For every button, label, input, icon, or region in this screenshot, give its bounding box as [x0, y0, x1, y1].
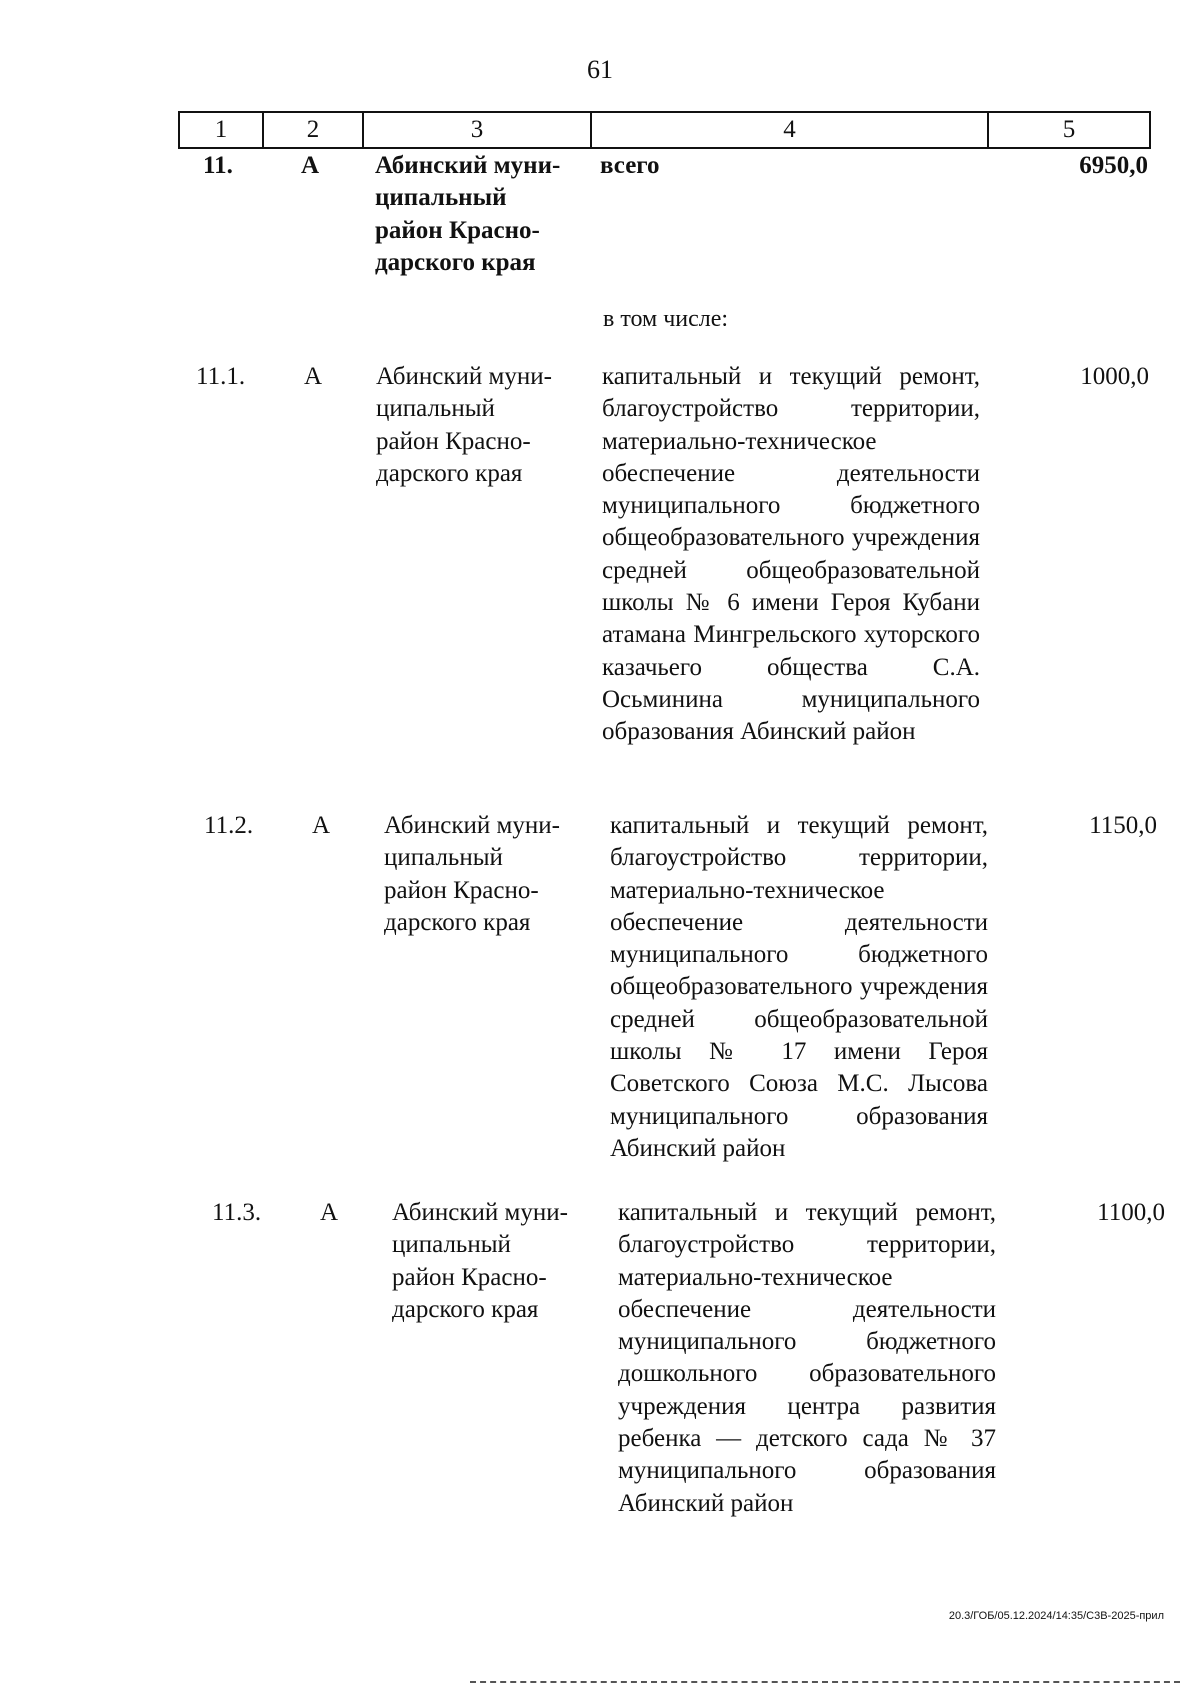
row-purpose: капитальный и текущий ремонт, благоустройство территории, материально-техническое обеспечение деятельности муниципального бюджетного дошкольного образовательного учреждения центра развития ребенка — детского сада № 37 муниципального образования Абинский район	[618, 1199, 996, 1517]
row-number: 11.2.	[204, 812, 254, 839]
column-header-3: 3	[362, 113, 590, 147]
row-municipality: Абинский муни- ципальный район Красно- дарского края	[376, 363, 552, 487]
row-amount: 1100,0	[1097, 1199, 1165, 1226]
row-municipality: Абинский муни- ципальный район Красно- дарского края	[384, 812, 560, 936]
row-municipality: Абинский муни- ципальный район Красно- дарского края	[375, 152, 561, 276]
row-municipality: Абинский муни- ципальный район Красно- дарского края	[392, 1199, 568, 1323]
table-column-header	[178, 111, 1151, 149]
column-header-1: 1	[214, 116, 228, 143]
subtotal-label: в том числе:	[603, 306, 729, 332]
row-code: A	[301, 152, 320, 179]
row-code: A	[320, 1199, 339, 1226]
row-number: 11.	[203, 152, 233, 179]
row-amount: 1150,0	[1089, 812, 1157, 839]
row-number: 11.3.	[212, 1199, 262, 1226]
row-purpose: капитальный и текущий ремонт, благоустройство территории, материально-техническое обеспечение деятельности муниципального бюджетного общеобразовательного учреждения средней общеобразовательной школы № 6 имени Героя Кубани атамана Мингрельского хуторского казачьего общества С.А. Осьминина муниципального образования Абинский район	[602, 363, 980, 746]
row-purpose: всего	[600, 152, 660, 179]
row-code: A	[304, 363, 323, 390]
column-header-4: 4	[590, 113, 987, 147]
row-code: A	[312, 812, 331, 839]
column-header-5: 5	[987, 113, 1149, 147]
column-header-2: 2	[262, 113, 362, 147]
document-code: 20.3/ГОБ/05.12.2024/14:35/С3В-2025-прил	[948, 1610, 1164, 1622]
page-number: 61	[587, 55, 613, 84]
row-purpose: капитальный и текущий ремонт, благоустройство территории, материально-техническое обеспечение деятельности муниципального бюджетного общеобразовательного учреждения средней общеобразовательной школы № 17 имени Героя Советского Союза М.С. Лысова муниципального образования Абинский район	[610, 812, 988, 1162]
row-amount: 6950,0	[1079, 152, 1148, 179]
scan-edge-divider	[470, 1681, 1180, 1683]
row-amount: 1000,0	[1080, 363, 1149, 390]
row-number: 11.1.	[196, 363, 246, 390]
